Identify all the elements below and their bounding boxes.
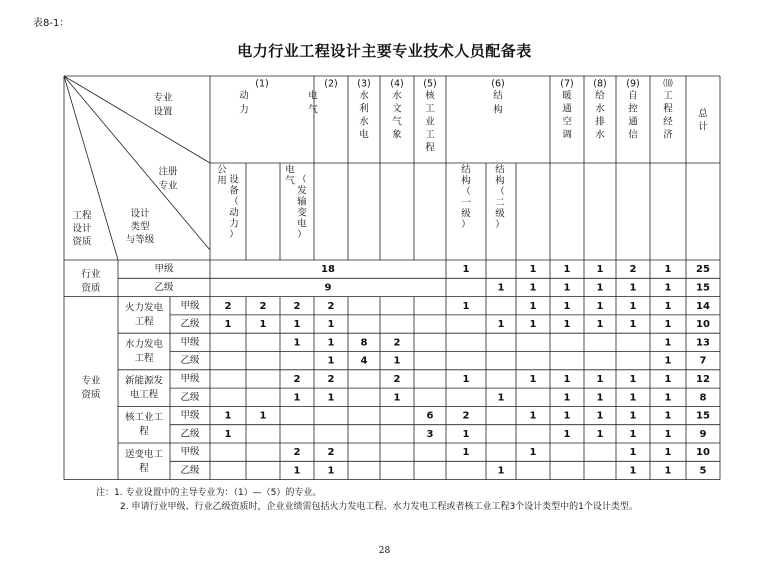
registered-power: ） xyxy=(229,229,239,241)
registered-power: （ xyxy=(229,196,239,208)
column-name: 信 xyxy=(628,129,638,141)
professional-value: 8 xyxy=(699,392,707,404)
professional-value: 1 xyxy=(629,447,637,459)
professional-label: 专业 xyxy=(81,375,101,387)
column-number: (4) xyxy=(390,78,404,90)
industry-grade: 乙级 xyxy=(154,281,174,293)
professional-value: 2 xyxy=(393,337,401,349)
column-name: 象 xyxy=(392,129,402,141)
professional-value: 10 xyxy=(696,447,710,459)
professional-value: 6 xyxy=(426,410,434,422)
professional-value: 15 xyxy=(696,410,710,422)
professional-value: 1 xyxy=(629,373,637,385)
professional-value: 1 xyxy=(596,300,604,312)
professional-value: 1 xyxy=(563,300,571,312)
column-number: (8) xyxy=(593,78,607,90)
industry-value: 1 xyxy=(629,282,637,294)
industry-merged-count: 18 xyxy=(321,264,335,276)
industry-value: 15 xyxy=(696,282,710,294)
column-name: 通 xyxy=(628,116,638,128)
column-name: 通 xyxy=(562,103,572,115)
registered-electrical: ） xyxy=(297,229,307,241)
professional-value: 1 xyxy=(664,428,672,440)
table-label: 表8-1： xyxy=(33,18,70,29)
industry-value: 1 xyxy=(563,282,571,294)
professional-value: 1 xyxy=(563,319,571,331)
professional-grade: 乙级 xyxy=(180,428,200,440)
registered-structure-2: 结 xyxy=(495,164,505,176)
professional-value: 1 xyxy=(327,465,335,477)
registered-electrical: （ xyxy=(297,174,307,186)
registered-power: 设 xyxy=(229,174,239,186)
professional-grade: 甲级 xyxy=(180,300,200,312)
professional-value: 2 xyxy=(293,447,301,459)
corner-design-type-label: 类型 xyxy=(130,221,150,233)
column-name: 文 xyxy=(392,103,402,115)
professional-value: 12 xyxy=(696,373,710,385)
design-type-name: 核工业工 xyxy=(124,412,164,424)
professional-value: 1 xyxy=(596,392,604,404)
professional-value: 1 xyxy=(327,337,335,349)
column-name: 工 xyxy=(425,129,435,141)
registered-power: 动 xyxy=(229,207,239,219)
professional-value: 10 xyxy=(696,319,710,331)
corner-registered-label: 注册 xyxy=(158,166,178,178)
design-type-name: 程 xyxy=(139,462,149,474)
professional-value: 3 xyxy=(426,428,434,440)
design-type-name: 火力发电 xyxy=(124,302,164,314)
column-number: (5) xyxy=(423,78,437,90)
professional-value: 2 xyxy=(327,373,335,385)
column-name: 暖 xyxy=(562,90,572,102)
column-name: 核 xyxy=(425,90,435,102)
professional-value: 1 xyxy=(664,319,672,331)
industry-label: 资质 xyxy=(81,282,101,294)
column-name: 业 xyxy=(425,116,435,128)
professional-value: 1 xyxy=(327,392,335,404)
design-type-name: 工程 xyxy=(134,353,154,364)
professional-value: 8 xyxy=(360,337,368,349)
design-type-name: 工程 xyxy=(134,316,154,328)
registered-power: 用 xyxy=(217,175,227,187)
registered-structure-2: 构 xyxy=(495,175,505,187)
column-name: 工 xyxy=(425,103,435,115)
professional-value: 1 xyxy=(629,410,637,422)
professional-value: 1 xyxy=(629,465,637,477)
professional-value: 1 xyxy=(462,373,470,385)
professional-grade: 甲级 xyxy=(180,336,200,348)
professional-value: 2 xyxy=(327,447,335,459)
column-name: 自 xyxy=(628,90,638,102)
industry-label: 行业 xyxy=(81,268,101,280)
registered-structure-1: 级 xyxy=(461,208,471,220)
column-number: ⑽ xyxy=(663,78,673,90)
industry-grade: 甲级 xyxy=(154,263,174,275)
design-type-name: 水力发电 xyxy=(124,339,164,350)
professional-value: 1 xyxy=(327,355,335,367)
corner-registered-label: 专业 xyxy=(158,180,178,192)
professional-value: 2 xyxy=(259,300,267,312)
column-name: 电 xyxy=(359,129,369,141)
column-name: 动 xyxy=(239,90,249,102)
professional-value: 1 xyxy=(664,447,672,459)
industry-value: 25 xyxy=(696,264,710,276)
registered-structure-2: 二 xyxy=(495,197,505,209)
professional-value: 2 xyxy=(393,373,401,385)
professional-value: 1 xyxy=(596,319,604,331)
professional-value: 2 xyxy=(327,300,335,312)
column-name: 程 xyxy=(663,103,673,115)
column-name: 结 xyxy=(493,90,503,102)
industry-value: 1 xyxy=(563,264,571,276)
professional-value: 2 xyxy=(293,300,301,312)
professional-value: 1 xyxy=(529,373,537,385)
registered-electrical: 电 xyxy=(285,164,295,176)
registered-electrical: 气 xyxy=(285,175,295,187)
professional-value: 1 xyxy=(224,319,232,331)
registered-electrical: 输 xyxy=(297,196,307,208)
industry-value: 1 xyxy=(497,282,505,294)
professional-value: 1 xyxy=(224,410,232,422)
professional-value: 1 xyxy=(259,410,267,422)
column-number: (6) xyxy=(491,78,505,90)
professional-value: 9 xyxy=(699,428,707,440)
column-name: 构 xyxy=(493,104,503,116)
professional-value: 1 xyxy=(596,428,604,440)
design-type-name: 新能源发 xyxy=(124,375,164,387)
professional-value: 1 xyxy=(664,355,672,367)
registered-electrical: 发 xyxy=(297,185,307,197)
professional-grade: 乙级 xyxy=(180,464,200,476)
professional-value: 1 xyxy=(563,392,571,404)
professional-grade: 甲级 xyxy=(180,446,200,458)
registered-structure-1: 构 xyxy=(461,175,471,187)
professional-value: 1 xyxy=(664,300,672,312)
professional-value: 1 xyxy=(497,465,505,477)
registered-power: 公 xyxy=(217,164,227,176)
professional-value: 1 xyxy=(497,392,505,404)
professional-value: 2 xyxy=(293,373,301,385)
page-number: 28 xyxy=(378,546,391,556)
registered-structure-2: ） xyxy=(495,219,505,231)
column-name: 水 xyxy=(359,116,369,128)
corner-qualification-label: 资质 xyxy=(72,236,92,248)
column-name: 给 xyxy=(595,90,605,102)
registered-structure-1: 结 xyxy=(461,164,471,176)
professional-value: 1 xyxy=(462,300,470,312)
column-name: 工 xyxy=(663,90,673,102)
corner-specialty-label: 专业 xyxy=(153,92,173,104)
professional-value: 2 xyxy=(224,300,232,312)
registered-structure-2: （ xyxy=(495,186,505,198)
industry-value: 1 xyxy=(529,282,537,294)
professional-grade: 乙级 xyxy=(180,355,200,367)
industry-value: 1 xyxy=(664,264,672,276)
registered-structure-1: ） xyxy=(461,219,471,231)
column-name: 排 xyxy=(595,116,605,128)
professional-value: 1 xyxy=(596,373,604,385)
column-number: (3) xyxy=(357,78,371,90)
design-type-name: 电工程 xyxy=(129,389,159,401)
column-name: 水 xyxy=(359,90,369,102)
column-name: 总 xyxy=(698,108,708,120)
industry-value: 1 xyxy=(596,264,604,276)
registered-power: 备 xyxy=(229,185,239,197)
column-name: 电 xyxy=(308,90,318,102)
professional-value: 1 xyxy=(563,373,571,385)
column-name: 气 xyxy=(308,104,318,116)
column-name: 程 xyxy=(425,142,435,154)
professional-value: 1 xyxy=(664,410,672,422)
professional-value: 1 xyxy=(563,410,571,422)
column-name: 水 xyxy=(595,103,605,115)
column-number: (2) xyxy=(324,78,338,90)
professional-value: 1 xyxy=(563,428,571,440)
column-number: (1) xyxy=(255,78,269,90)
design-type-name: 送变电工 xyxy=(124,448,164,460)
column-number: (7) xyxy=(560,78,574,90)
professional-value: 1 xyxy=(497,319,505,331)
professional-value: 1 xyxy=(529,319,537,331)
registered-structure-1: （ xyxy=(461,186,471,198)
professional-value: 1 xyxy=(393,392,401,404)
professional-value: 1 xyxy=(393,355,401,367)
professional-value: 1 xyxy=(529,447,537,459)
professional-value: 4 xyxy=(360,355,368,367)
professional-value: 1 xyxy=(629,319,637,331)
corner-qualification-label: 工程 xyxy=(72,210,92,222)
professional-value: 13 xyxy=(696,337,710,349)
professional-value: 1 xyxy=(529,410,537,422)
professional-value: 1 xyxy=(664,373,672,385)
professional-value: 1 xyxy=(462,447,470,459)
professional-value: 14 xyxy=(696,300,710,312)
registered-power: 力 xyxy=(229,218,239,230)
professional-value: 1 xyxy=(327,319,335,331)
industry-value: 1 xyxy=(596,282,604,294)
page-title: 电力行业工程设计主要专业技术人员配备表 xyxy=(237,42,532,60)
professional-value: 1 xyxy=(629,392,637,404)
column-name: 控 xyxy=(628,103,638,115)
professional-value: 1 xyxy=(629,428,637,440)
professional-value: 1 xyxy=(259,319,267,331)
column-name: 空 xyxy=(562,116,572,128)
corner-specialty-label: 设置 xyxy=(153,106,173,118)
corner-qualification-label: 设计 xyxy=(72,223,92,235)
note-1: 注：1. 专业设置中的主导专业为：（1）—（5）的专业。 xyxy=(96,488,322,498)
professional-value: 1 xyxy=(664,337,672,349)
notes xyxy=(96,486,638,514)
design-type-name: 程 xyxy=(139,426,149,438)
professional-value: 5 xyxy=(699,465,707,477)
column-name: 水 xyxy=(392,90,402,102)
professional-value: 1 xyxy=(664,465,672,477)
column-name: 力 xyxy=(239,104,249,116)
column-name: 气 xyxy=(392,116,402,128)
registered-electrical: 变 xyxy=(297,207,307,219)
professional-grade: 乙级 xyxy=(180,318,200,330)
professional-value: 1 xyxy=(664,392,672,404)
professional-grade: 乙级 xyxy=(180,391,200,403)
professional-value: 1 xyxy=(293,392,301,404)
note-2: 2. 申请行业甲级、行业乙级资质时，企业业绩需包括火力发电工程、水力发电工程或者核工业工程3个设计类型中的1个设计类型。 xyxy=(120,502,638,512)
professional-value: 1 xyxy=(293,319,301,331)
corner-design-type-label: 与等级 xyxy=(125,234,155,246)
professional-grade: 甲级 xyxy=(180,373,200,385)
professional-label: 资质 xyxy=(81,389,101,401)
industry-value: 1 xyxy=(664,282,672,294)
professional-grade: 甲级 xyxy=(180,410,200,422)
registered-structure-2: 级 xyxy=(495,208,505,220)
professional-value: 1 xyxy=(629,300,637,312)
corner-design-type-label: 设计 xyxy=(130,208,150,220)
industry-value: 2 xyxy=(629,264,637,276)
column-number: (9) xyxy=(626,78,640,90)
industry-value: 1 xyxy=(462,264,470,276)
column-name: 水 xyxy=(595,129,605,141)
column-name: 利 xyxy=(359,103,369,115)
column-name: 计 xyxy=(698,121,708,133)
industry-value: 1 xyxy=(529,264,537,276)
registered-structure-1: 一 xyxy=(461,197,471,209)
professional-value: 1 xyxy=(462,428,470,440)
industry-merged-count: 9 xyxy=(324,282,332,294)
professional-value: 1 xyxy=(293,465,301,477)
column-name: 济 xyxy=(663,129,673,141)
professional-value: 1 xyxy=(293,337,301,349)
professional-value: 2 xyxy=(462,410,470,422)
registered-electrical: 电 xyxy=(297,218,307,230)
professional-value: 1 xyxy=(529,300,537,312)
professional-value: 1 xyxy=(596,410,604,422)
professional-value: 1 xyxy=(224,428,232,440)
column-name: 调 xyxy=(562,129,572,141)
column-name: 经 xyxy=(663,116,673,128)
professional-value: 7 xyxy=(699,355,707,367)
